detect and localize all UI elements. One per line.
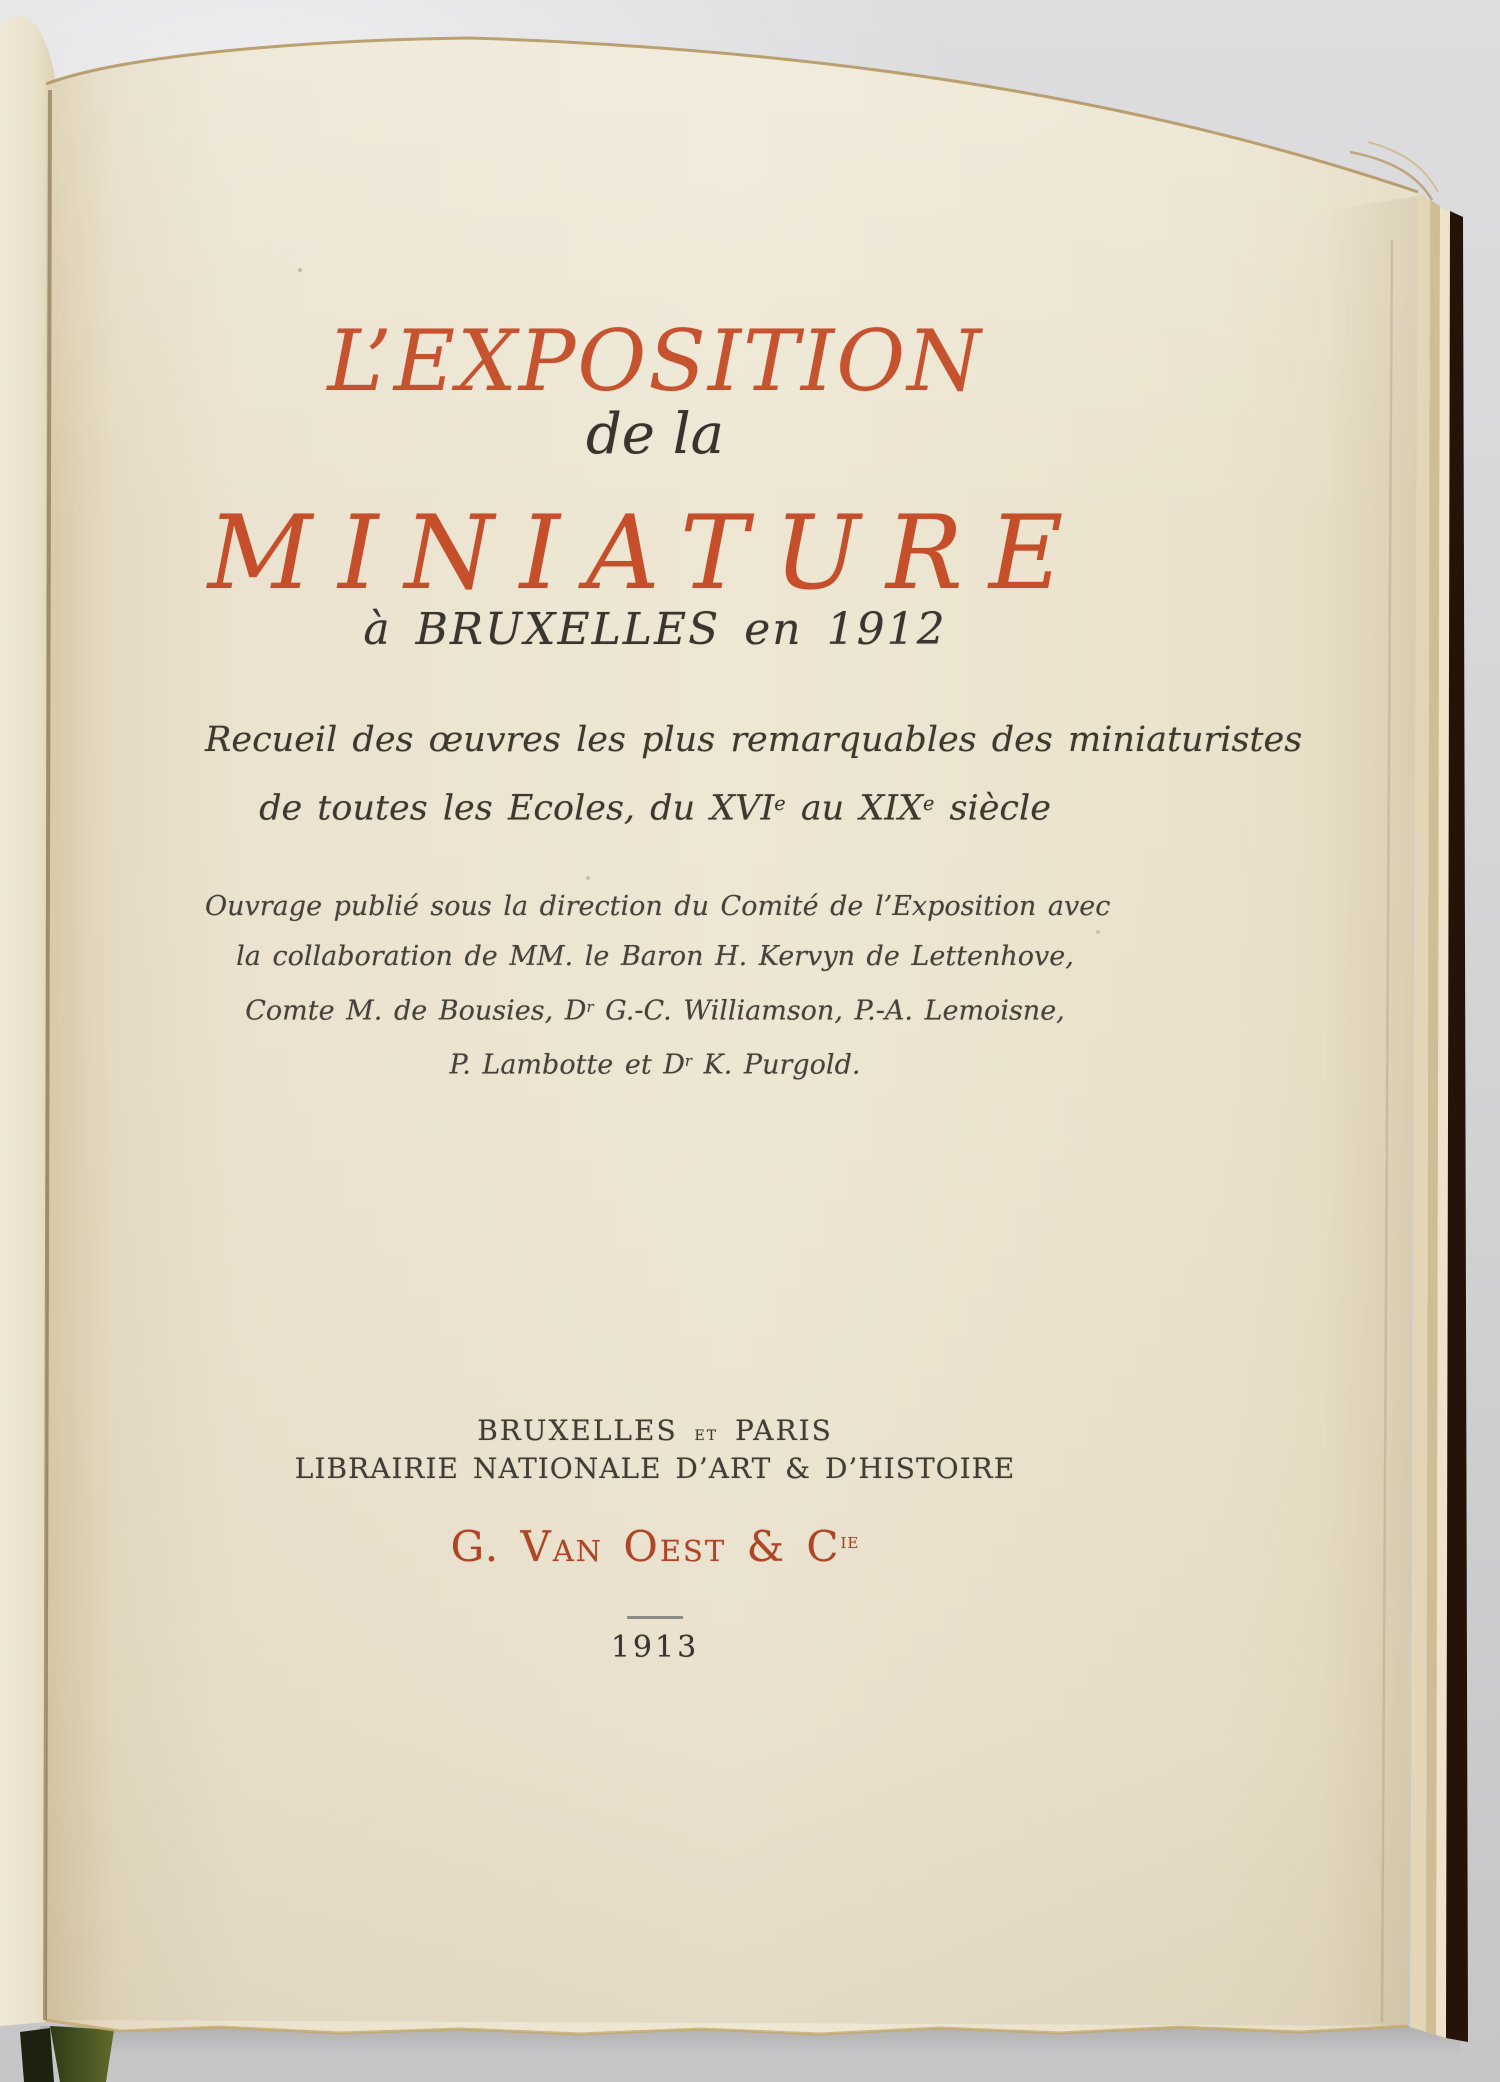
bookmark-ribbon-shadow [20, 2028, 54, 2082]
credits-line-3: Comte M. de Bousies, $D^r$ G.-C. Williamson, P.-A. Lemoisne, [245, 995, 1065, 1027]
title-page-sheen [46, 38, 1418, 2026]
imprint-publisher: G. Van Oest & $C^{ie}$ [450, 1522, 860, 1571]
foxing-speck-2 [586, 876, 590, 880]
title-line-exposition: L’EXPOSITION [327, 312, 983, 410]
imprint-year: 1913 [610, 1630, 700, 1665]
credits-line-4: P. Lambotte et $D^r$ K. Purgold. [449, 1049, 861, 1081]
credits-line-1: Ouvrage publié sous la direction du Comité de l’Exposition avec [205, 891, 1111, 922]
title-line-miniature: MINIATURE [207, 494, 1090, 613]
description-line-1: Recueil des œuvres les plus remarquables des miniaturistes [205, 720, 1303, 760]
title-page-right-shade [1322, 196, 1418, 2026]
bookmark-ribbon [50, 2026, 114, 2082]
foxing-speck-3 [1096, 930, 1100, 934]
title-line-de-la: de la [585, 402, 725, 467]
imprint-cities: BRUXELLES et PARIS [477, 1414, 833, 1447]
subtitle-bruxelles-1912: à BRUXELLES en 1912 [363, 604, 947, 655]
description-line-2: de toutes les Ecoles, du XVIe au XIXe siècle [259, 788, 1051, 829]
credits-line-2: la collaboration de MM. le Baron H. Kervyn de Lettenhove, [236, 941, 1074, 972]
foxing-speck-1 [298, 268, 302, 272]
imprint-house: LIBRAIRIE NATIONALE D’ART & D’HISTOIRE [294, 1452, 1016, 1485]
